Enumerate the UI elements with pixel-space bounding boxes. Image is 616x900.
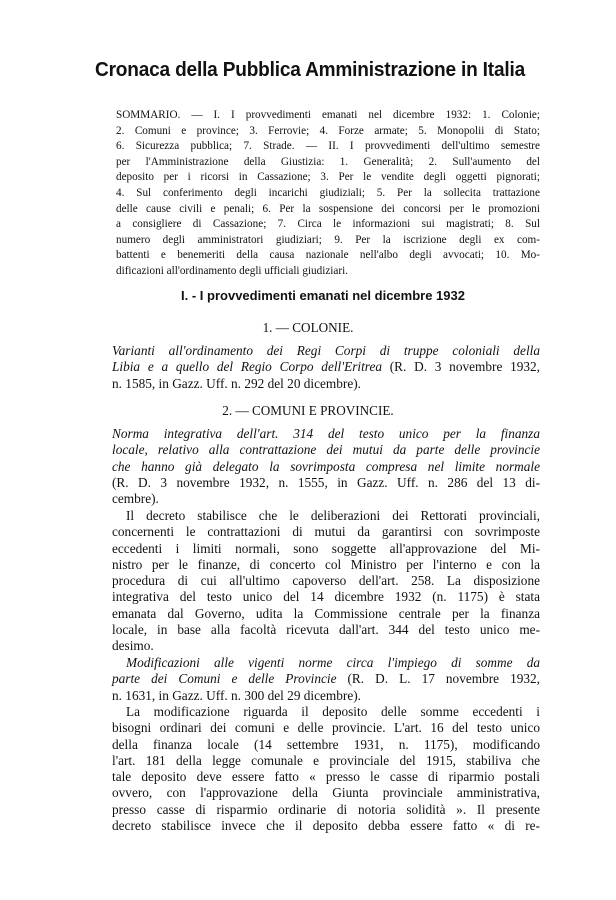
paragraph-norma-integrativa [112,426,540,507]
paragraph-line: locale, relativo alla contrattazione dei mutui da parte delle provincie [112,442,540,458]
paragraph-line: tale deposito deve essere fatto « presso le casse di riparmio postali [112,769,540,785]
summary-line: SOMMARIO. — I. I provvedimenti emanati nel dicembre 1932: 1. Colonie; [116,109,540,121]
paragraph-line: l'art. 181 della legge comunale e provinciale del 1915, stabiliva che [112,752,540,768]
paragraph-line: desimo. [112,638,154,654]
summary-line: per l'Amministrazione della Giustizia: 1. Generalità; 2. Sull'aumento del [116,155,540,168]
summary-line: delle cause civili e penali; 6. Per la sospensione dei concorsi per le promozioni [116,202,540,215]
paragraph-line: locale, in base alla facoltà ricevuta dall'art. 344 del testo unico me- [112,622,540,638]
paragraph-line: concernenti le contrattazioni di mutui da garantirsi con sovrimposte [112,524,540,540]
paragraph-line: Modificazioni alle vigenti norme circa l'impiego di somme da [126,655,540,670]
summary-line: dificazioni all'ordinamento degli ufficiali giudiziari. [116,264,349,277]
paragraph-line: ovvero, con l'approvazione della Giunta provinciale amministrativa, [112,785,540,801]
subsection-heading-comuni: 2. — COMUNI E PROVINCIE. [222,403,394,418]
summary-line: deposito per i ricorsi in Cassazione; 3. Per le vendite degli oggetti pignorati; [116,171,540,184]
summary-line: numero degli amministratori giudiziari; 9. Per la iscrizione degli ex com- [116,233,540,246]
paragraph-line: nistro per le finanze, di concerto col Ministro per l'interno e con la [112,556,540,572]
paragraph-line: Il decreto stabilisce che le deliberazioni dei Rettorati provinciali, [126,508,540,523]
summary-line: 6. Sicurezza pubblica; 7. Strade. — II. I provvedimenti dell'ultimo semestre [116,140,540,153]
paragraph-line: procedura di cui all'ultimo capoverso dell'art. 258. La disposizione [112,573,540,589]
page-title: Cronaca della Pubblica Amministrazione in Italia [94,58,526,81]
paragraph-line: che hanno già delegato la sovrimposta compresa nel limite normale [112,458,540,474]
subsection-heading-colonie: 1. — COLONIE. [262,320,354,335]
paragraph-modificazioni [112,655,540,704]
summary-block [116,108,540,280]
paragraph-line: (R. D. 3 novembre 1932, n. 1555, in Gazz. Uff. n. 286 del 13 di- [112,474,540,490]
paragraph-line: n. 1585, in Gazz. Uff. n. 292 del 20 dicembre). [112,375,362,391]
paragraph-line: presso casse di risparmio ordinarie di notoria solidità ». Il presente [112,801,540,817]
paragraph-line: Varianti all'ordinamento dei Regi Corpi di truppe coloniali della [112,343,540,358]
summary-line: 4. Sul conferimento degli incarichi giudiziali; 5. Per la sollecita trattazione [116,186,540,199]
paragraph-line: La modificazione riguarda il deposito delle somme eccedenti i [126,704,540,719]
paragraph-line: parte dei Comuni e delle Provincie (R. D. L. 17 novembre 1932, [112,671,541,687]
summary-line: 2. Comuni e province; 3. Ferrovie; 4. Forze armate; 5. Monopolii di Stato; [116,124,540,137]
paragraph-line: integrativa del testo unico del 14 dicembre 1932 (n. 1175) è stata [112,589,540,605]
paragraph-modificazione-deposito [112,704,540,834]
paragraph-line: cembre). [112,491,159,507]
paragraph-line: decreto stabilisce invece che il deposito debba essere fatto « di re- [112,818,540,834]
paragraph-colonie [112,343,540,392]
section-heading: I. - I provvedimenti emanati nel dicembre 1932 [181,288,465,303]
paragraph-decreto-rettorati [112,508,540,655]
paragraph-line: Libia e a quello del Regio Corpo dell'Eritrea (R. D. 3 novembre 1932, [112,359,541,375]
paragraph-line: bisogni ordinari dei comuni e delle provincie. L'art. 16 del testo unico [112,720,540,736]
summary-line: battenti e benemeriti della causa nazionale nell'albo degli avvocati; 10. Mo- [116,249,540,262]
paragraph-line: n. 1631, in Gazz. Uff. n. 300 del 29 dicembre). [112,687,362,703]
summary-line: a consigliere di Cassazione; 7. Circa le informazioni sui magistrati; 8. Sul [116,218,540,231]
paragraph-line: Norma integrativa dell'art. 314 del testo unico per la finanza [112,426,540,441]
paragraph-line: eccedenti i limiti normali, sono soggette all'approvazione del Mi- [112,540,540,556]
paragraph-line: emanata dal Governo, udita la Commissione centrale per la finanza [112,605,540,621]
paragraph-line: della finanza locale (14 settembre 1931, n. 1175), modificando [112,736,540,752]
